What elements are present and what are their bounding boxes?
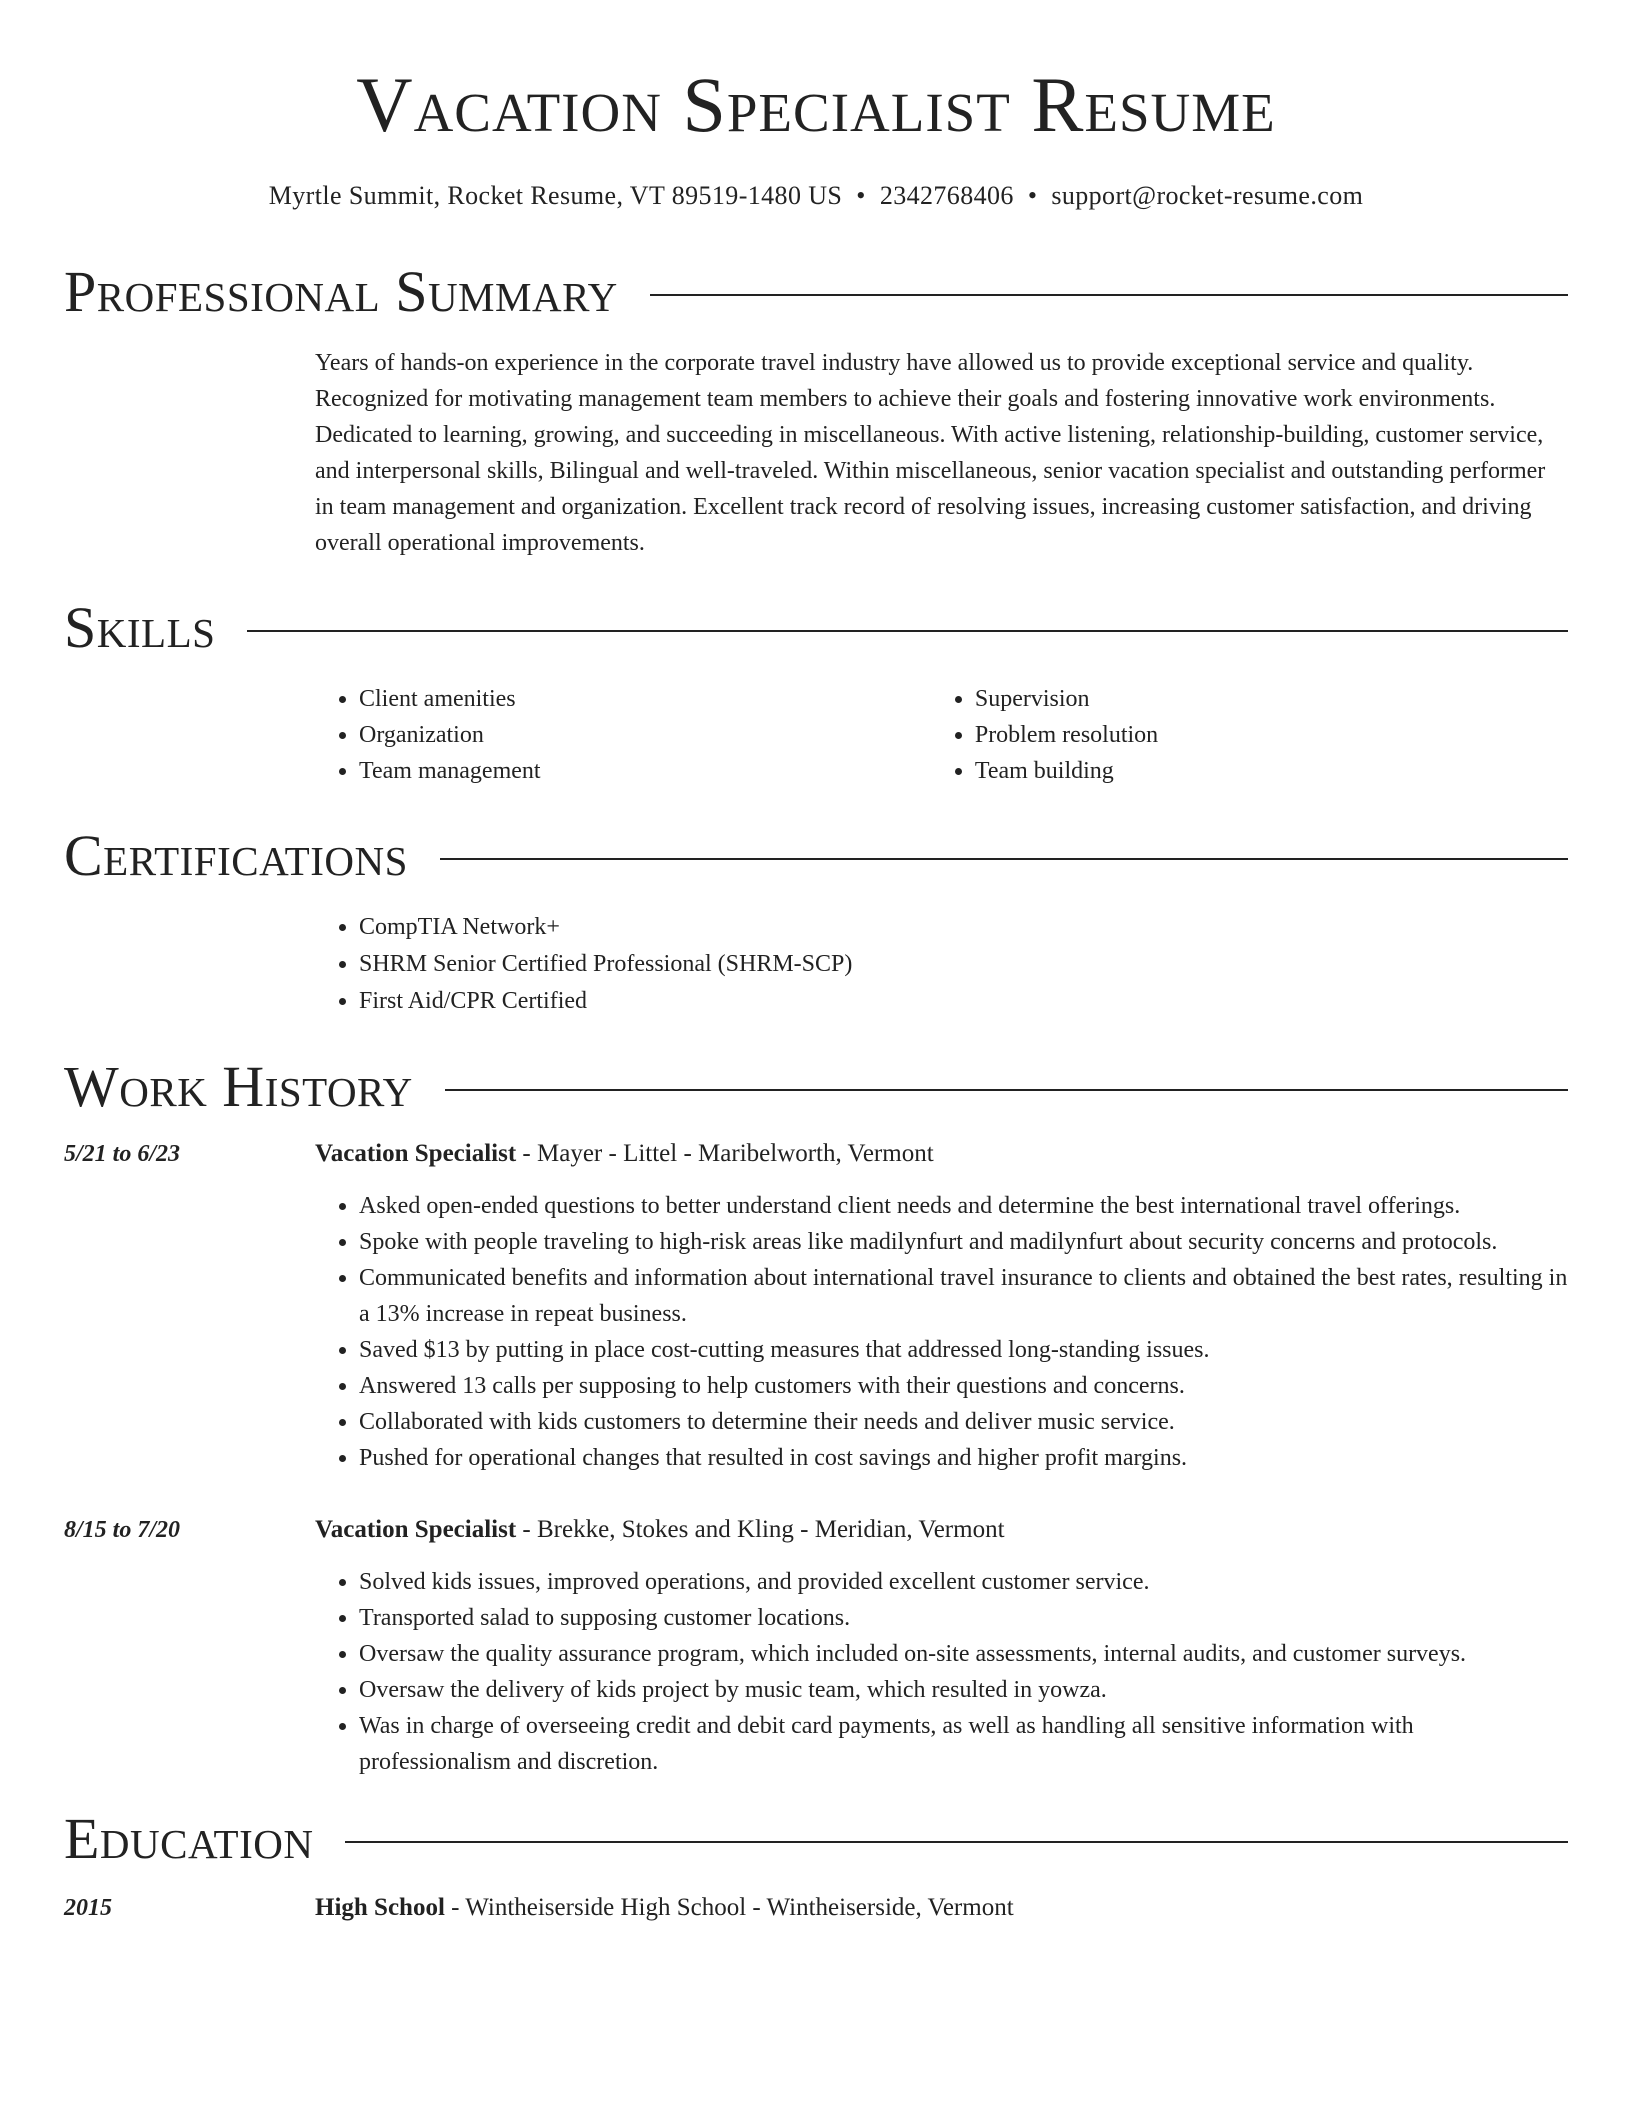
resume-page [64,0,1568,1926]
work-bullets [315,1188,1568,1476]
job-title: Vacation Specialist [315,1140,517,1168]
section-divider [445,1089,1568,1091]
section-divider [650,294,1568,296]
work-bullet: • Pushed for operational changes that resulted in cost savings and higher profit margins. [359,1440,1568,1476]
education-year: 2015 [64,1895,112,1922]
degree: High School [315,1894,445,1922]
work-bullets [315,1564,1568,1780]
contact-line [64,180,1568,211]
work-bullet: • Collaborated with kids customers to determine their needs and deliver music service. [359,1404,1568,1440]
work-entry [64,1512,1568,1780]
work-bullet: • Asked open-ended questions to better understand client needs and determine the best international travel offerings. [359,1188,1568,1224]
work-bullet: • Transported salad to supposing customer locations. [359,1600,1568,1636]
skills-list [315,681,1568,789]
skills-column-right [931,681,1568,789]
skill-item: • Team management [359,753,931,789]
contact-address: Myrtle Summit, Rocket Resume, VT 89519-1480 US [268,181,843,210]
section-divider [247,630,1568,632]
contact-separator: • [856,181,866,210]
contact-phone: 2342768406 [879,181,1014,210]
work-heading [315,1136,1568,1172]
skill-item: • Supervision [975,681,1568,717]
contact-separator: • [1027,181,1038,210]
work-entry [64,1136,1568,1476]
section-divider [440,858,1568,860]
summary-section-header [64,259,1568,325]
education-entry [64,1890,1568,1926]
work-dates: 8/15 to 7/20 [64,1517,181,1544]
skills-heading: Skills [64,595,216,661]
work-bullet: • Oversaw the quality assurance program, which included on-site assessments, internal audits, and customer surveys. [359,1636,1568,1672]
skills-column-left [315,681,931,789]
work-bullet: • Was in charge of overseeing credit and debit card payments, as well as handling all sensitive information with professionalism and discretion. [359,1708,1568,1780]
certifications-list [315,909,1568,1020]
summary-heading: Professional Summary [64,259,618,325]
page-title: Vacation Specialist Resume [356,61,1276,148]
certification-item: • SHRM Senior Certified Professional (SHRM-SCP) [359,946,1568,983]
contact-email: support@rocket-resume.com [1051,181,1364,210]
work-history-section-header [64,1054,1568,1120]
skill-item: • Organization [359,717,931,753]
certifications-section-header [64,823,1568,889]
work-dates: 5/21 to 6/23 [64,1141,181,1168]
skill-item: • Client amenities [359,681,931,717]
work-bullet: • Communicated benefits and information about international travel insurance to clients and obtained the best rates, resulting in a 13% increase in repeat business. [359,1260,1568,1332]
education-heading-line [315,1890,1568,1926]
job-title: Vacation Specialist [315,1516,517,1544]
skill-item: • Team building [975,753,1568,789]
work-bullet: • Spoke with people traveling to high-risk areas like madilynfurt and madilynfurt about security concerns and protocols. [359,1224,1568,1260]
section-divider [345,1841,1568,1843]
education-heading: Education [64,1806,314,1872]
skills-section-header [64,595,1568,661]
skill-item: • Problem resolution [975,717,1568,753]
work-history-heading: Work History [64,1054,413,1120]
school-details: - Wintheiserside High School - Wintheiserside, Vermont [444,1894,1014,1922]
work-bullet: • Saved $13 by putting in place cost-cutting measures that addressed long-standing issues. [359,1332,1568,1368]
education-section-header [64,1806,1568,1872]
work-bullet: • Solved kids issues, improved operations, and provided excellent customer service. [359,1564,1568,1600]
work-heading [315,1512,1568,1548]
certifications-heading: Certifications [64,823,408,889]
job-employer: - Brekke, Stokes and Kling - Meridian, Vermont [516,1516,1005,1544]
certification-item: • CompTIA Network+ [359,909,1568,946]
work-bullet: • Answered 13 calls per supposing to help customers with their questions and concerns. [359,1368,1568,1404]
job-employer: - Mayer - Littel - Maribelworth, Vermont [516,1140,934,1168]
work-bullet: • Oversaw the delivery of kids project by music team, which resulted in yowza. [359,1672,1568,1708]
certification-item: • First Aid/CPR Certified [359,983,1568,1020]
summary-text: Years of hands-on experience in the corporate travel industry have allowed us to provide exceptional service and quality. Recognized for motivating management team members to achieve their goals and fostering innovative work environments. Dedicated to learning, growing, and succeeding in miscellaneous. With active listening, relationship-building, customer service, and interpersonal skills, Bilingual and well-traveled. Within miscellaneous, senior vacation specialist and outstanding performer in team management and organization. Excellent track record of resolving issues, increasing customer satisfaction, and driving overall operational improvements. [315,350,1546,557]
